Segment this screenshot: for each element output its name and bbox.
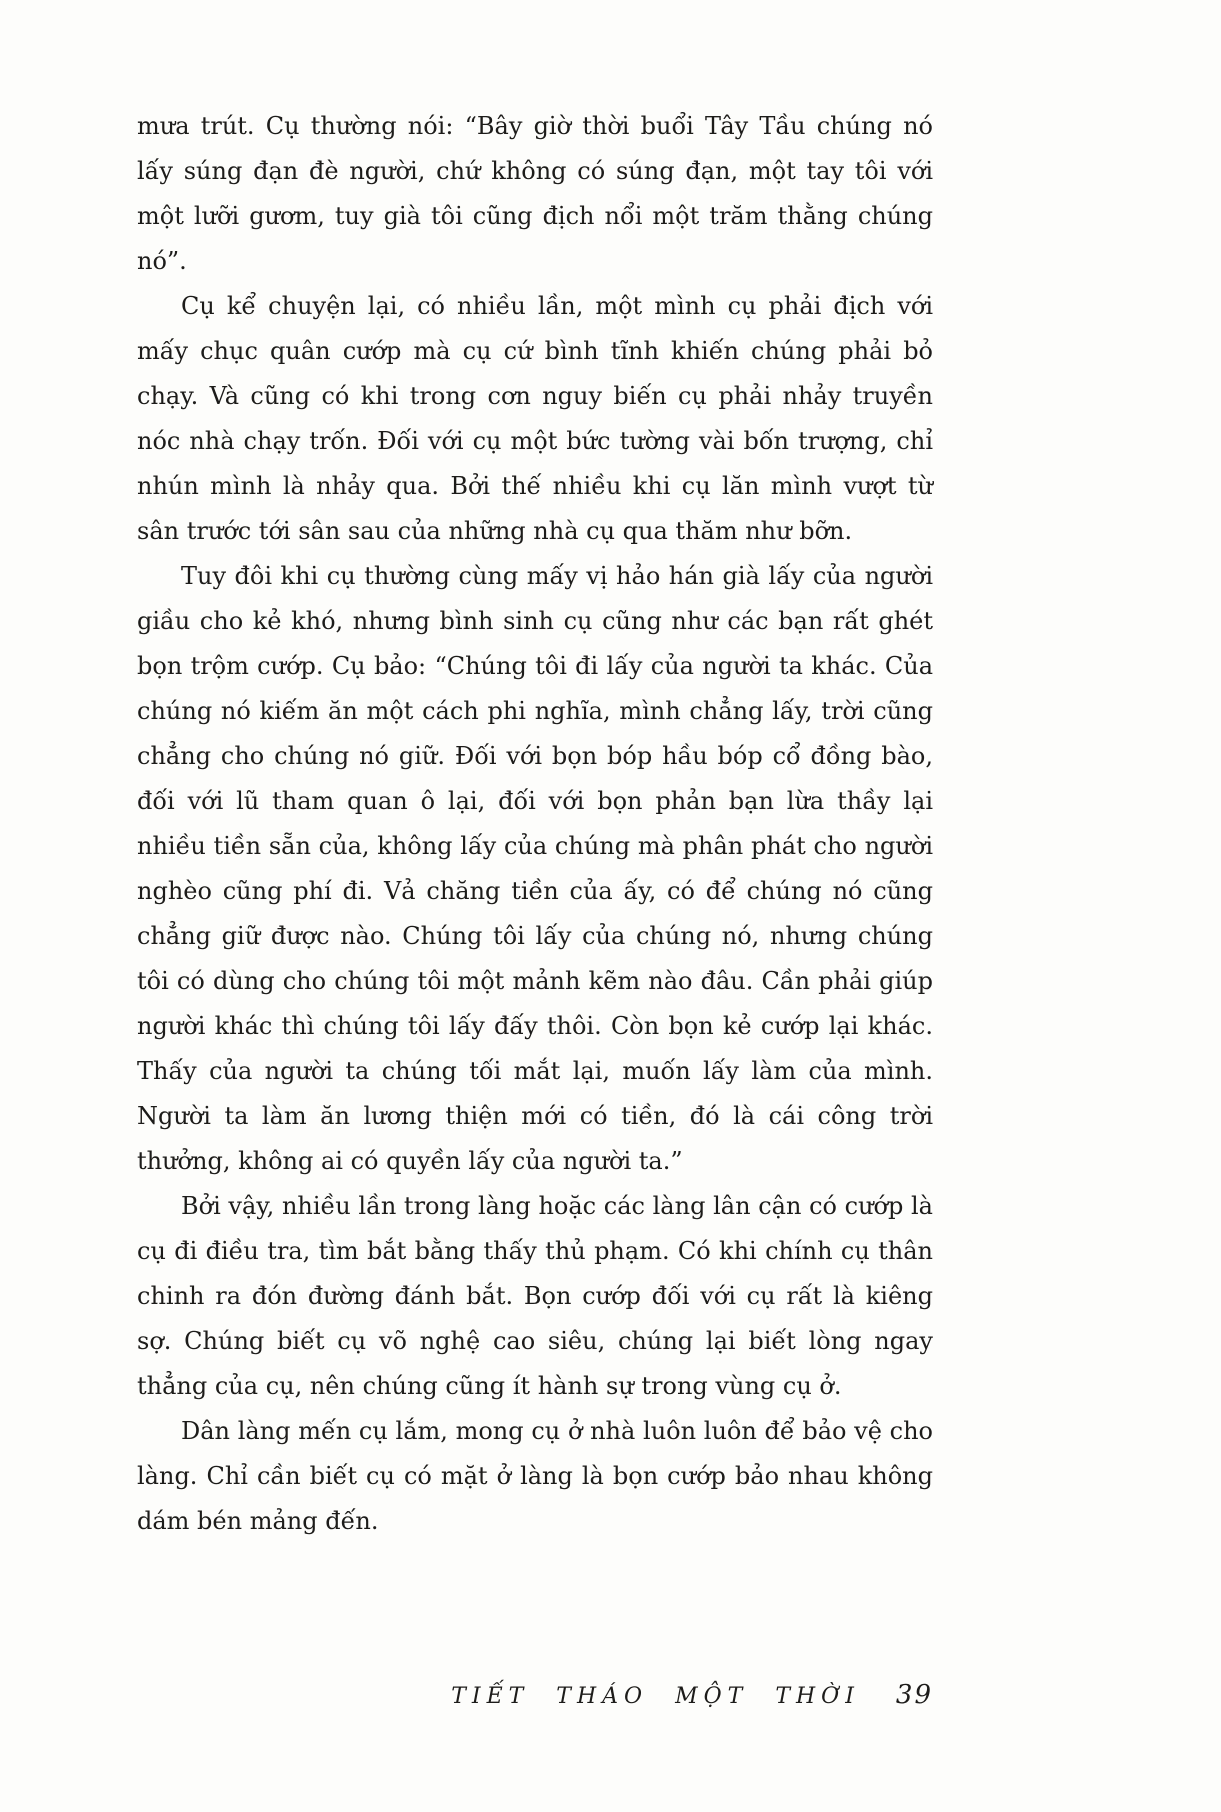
text-block xyxy=(137,104,933,1544)
paragraph: Bởi vậy, nhiều lần trong làng hoặc các làng lân cận có cướp là cụ đi điều tra, tìm bắt bằng thấy thủ phạm. Có khi chính cụ thân chinh ra đón đường đánh bắt. Bọn cướp đối với cụ rất là kiêng sợ. Chúng biết cụ võ nghệ cao siêu, chúng lại biết lòng ngay thẳng của cụ, nên chúng cũng ít hành sự trong vùng cụ ở. xyxy=(137,1192,933,1400)
paragraph: Cụ kể chuyện lại, có nhiều lần, một mình cụ phải địch với mấy chục quân cướp mà cụ cứ bình tĩnh khiến chúng phải bỏ chạy. Và cũng có khi trong cơn nguy biến cụ phải nhảy truyền nóc nhà chạy trốn. Đối với cụ một bức tường vài bốn trượng, chỉ nhún mình là nhảy qua. Bởi thế nhiều khi cụ lăn mình vượt từ sân trước tới sân sau của những nhà cụ qua thăm như bỡn. xyxy=(137,292,933,545)
page-number: 39 xyxy=(895,1680,933,1710)
page-footer xyxy=(137,1680,933,1710)
paragraph: mưa trút. Cụ thường nói: “Bây giờ thời buổi Tây Tầu chúng nó lấy súng đạn đè người, chứ không có súng đạn, một tay tôi với một lưỡi gươm, tuy già tôi cũng địch nổi một trăm thằng chúng nó”. xyxy=(137,112,933,275)
paragraph: Dân làng mến cụ lắm, mong cụ ở nhà luôn luôn để bảo vệ cho làng. Chỉ cần biết cụ có mặt ở làng là bọn cướp bảo nhau không dám bén mảng đến. xyxy=(137,1417,933,1535)
paragraph: Tuy đôi khi cụ thường cùng mấy vị hảo hán già lấy của người giầu cho kẻ khó, nhưng bình sinh cụ cũng như các bạn rất ghét bọn trộm cướp. Cụ bảo: “Chúng tôi đi lấy của người ta khác. Của chúng nó kiếm ăn một cách phi nghĩa, mình chẳng lấy, trời cũng chẳng cho chúng nó giữ. Đối với bọn bóp hầu bóp cổ đồng bào, đối với lũ tham quan ô lại, đối với bọn phản bạn lừa thầy lại nhiều tiền sẵn của, không lấy của chúng mà phân phát cho người nghèo cũng phí đi. Vả chăng tiền của ấy, có để chúng nó cũng chẳng giữ được nào. Chúng tôi lấy của chúng nó, nhưng chúng tôi có dùng cho chúng tôi một mảnh kẽm nào đâu. Cần phải giúp người khác thì chúng tôi lấy đấy thôi. Còn bọn kẻ cướp lại khác. Thấy của người ta chúng tối mắt lại, muốn lấy làm của mình. Người ta làm ăn lương thiện mới có tiền, đó là cái công trời thưởng, không ai có quyền lấy của người ta.” xyxy=(137,562,933,1175)
running-title: TIẾT THÁO MỘT THỜI xyxy=(451,1684,860,1709)
